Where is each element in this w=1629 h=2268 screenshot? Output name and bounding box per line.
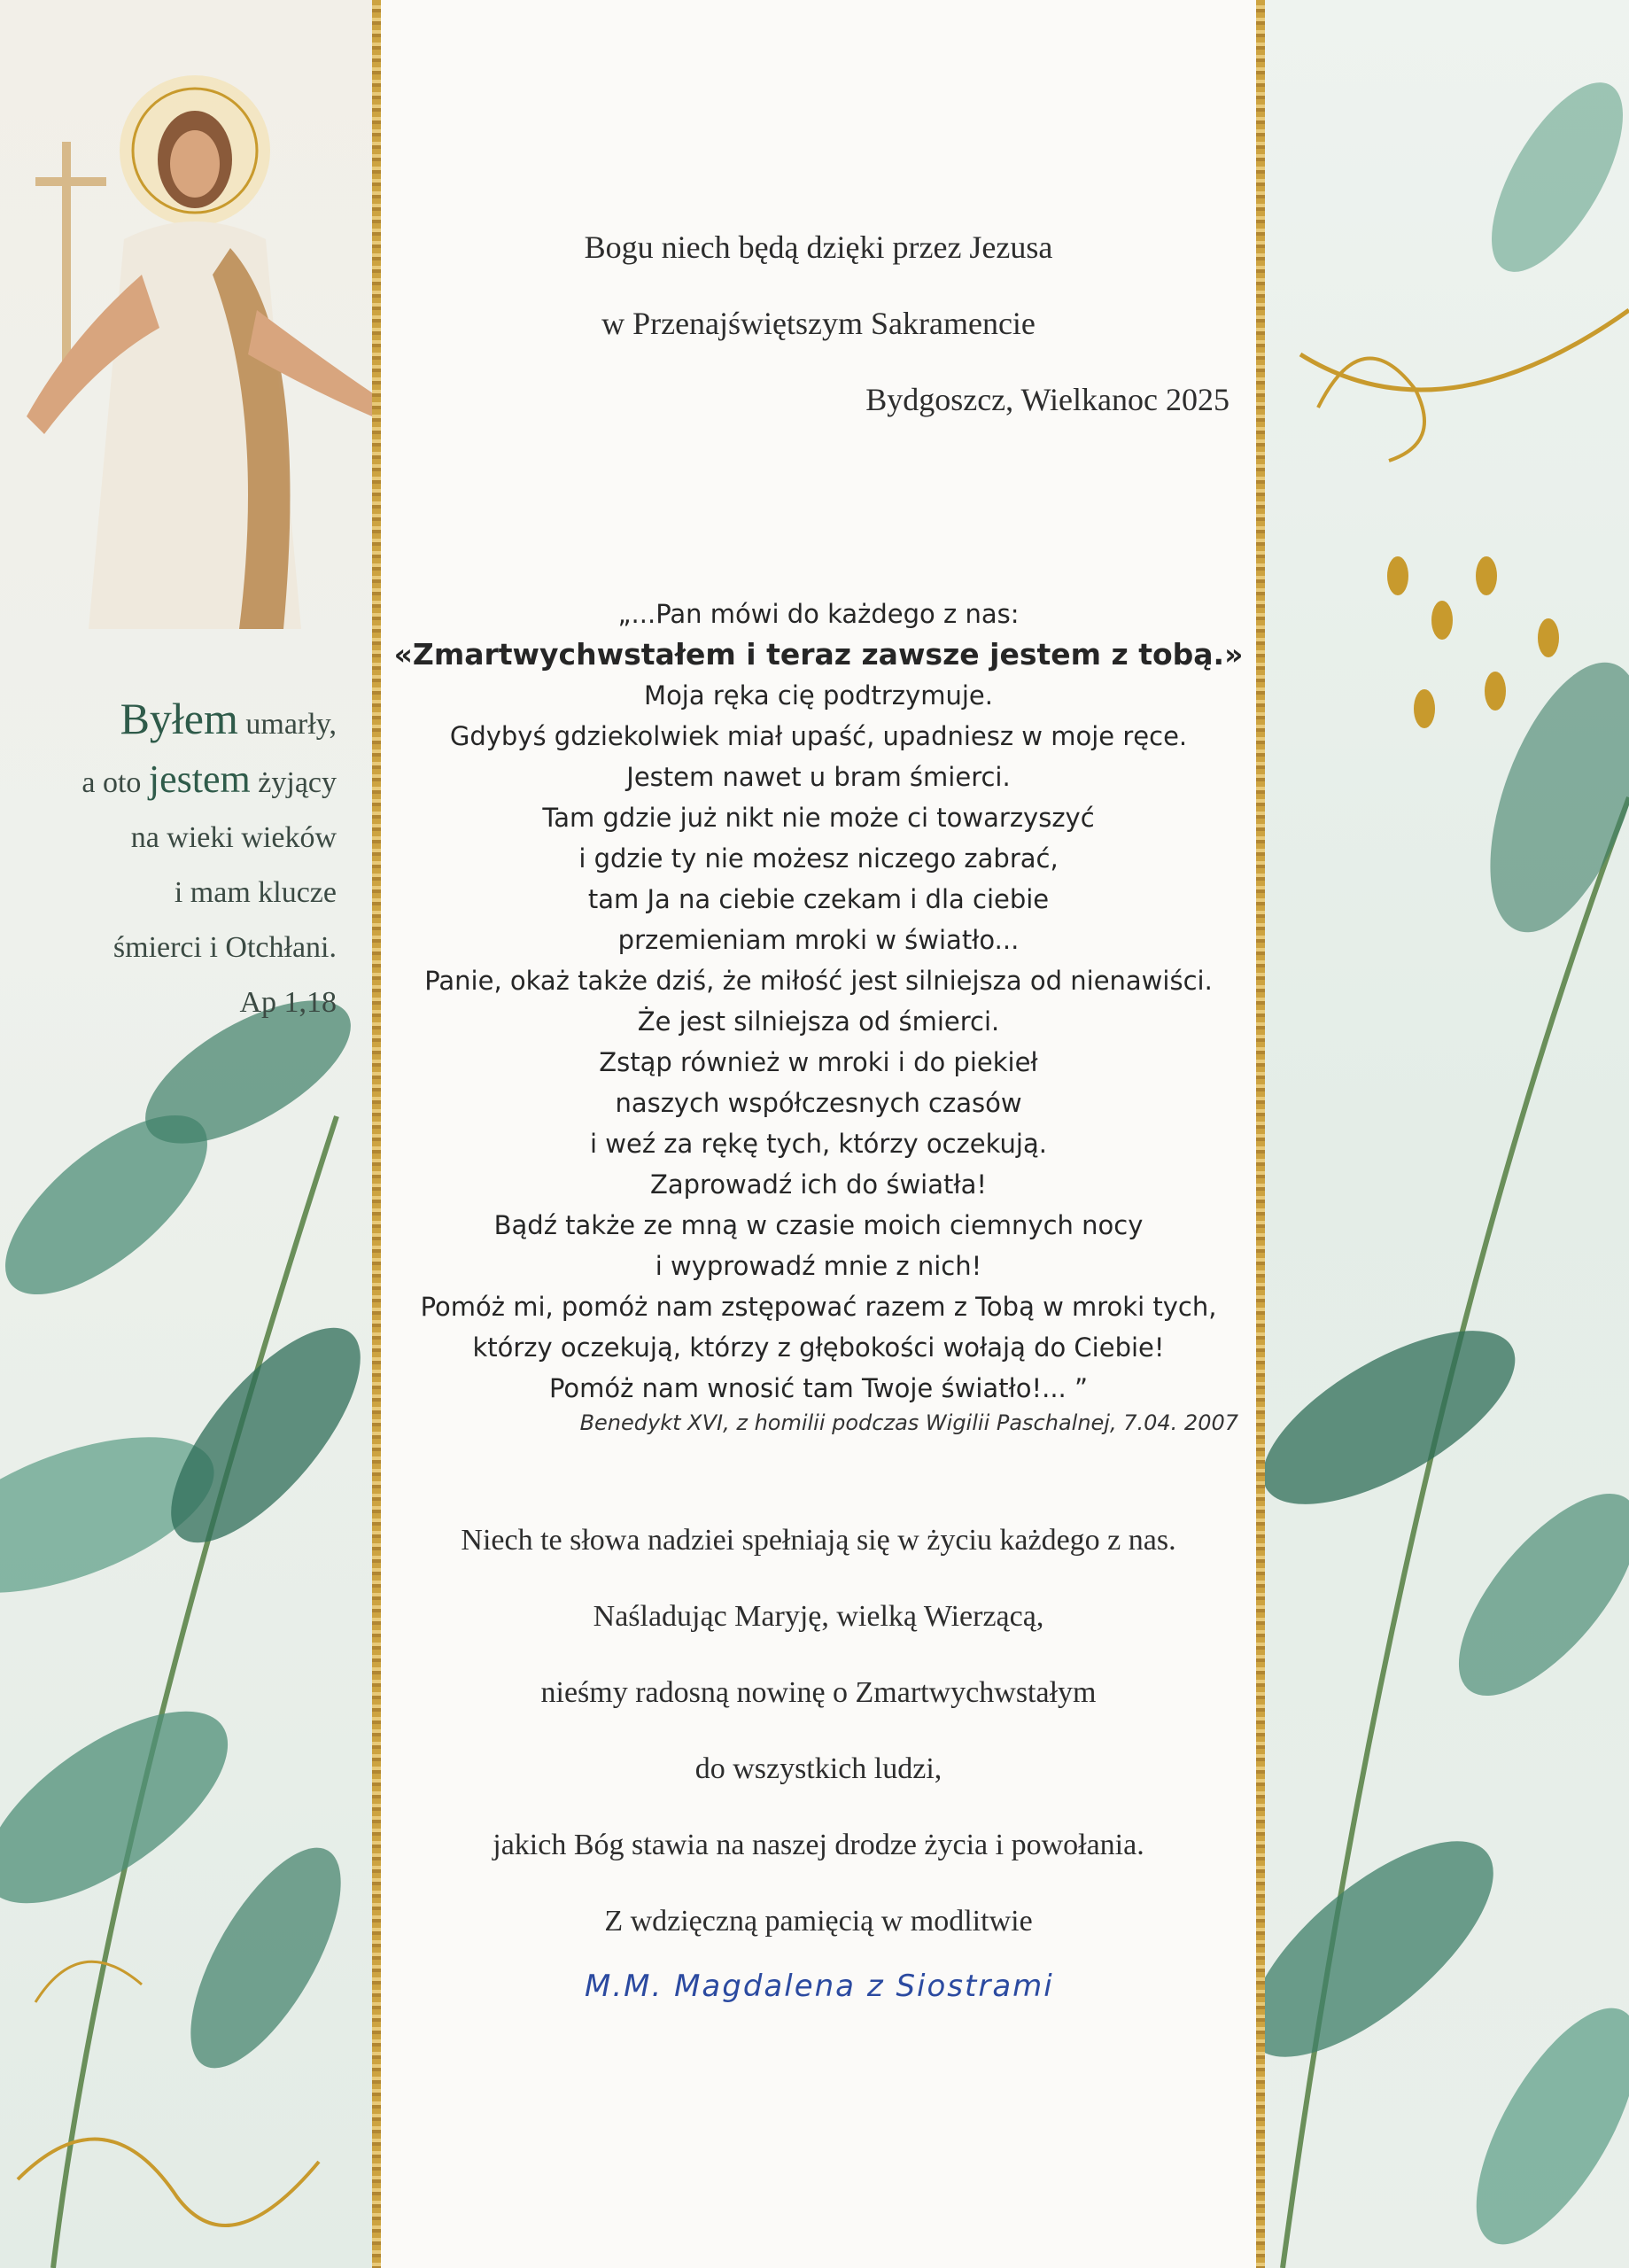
bible-quote bbox=[18, 691, 337, 1030]
closing-line-6: Z wdzięczną pamięcią w modlitwie bbox=[604, 1905, 1033, 1938]
closing-line-4: do wszystkich ludzi, bbox=[694, 1752, 942, 1785]
poem-line: i gdzie ty nie możesz niczego zabrać, bbox=[578, 843, 1059, 874]
poem-line: Pomóż nam wnosić tam Twoje światło!... ” bbox=[548, 1373, 1089, 1403]
quote-attribution: Benedykt XVI, z homilii podczas Wigilii Paschalnej, 7.04. 2007 bbox=[579, 1410, 1238, 1435]
quote-reference: Ap 1,18 bbox=[239, 986, 337, 1019]
poem-line: Bądź także ze mną w czasie moich ciemnych nocy bbox=[493, 1210, 1144, 1240]
letter-sheet bbox=[381, 0, 1256, 2268]
poem-line: Pomóż mi, pomóż nam zstępować razem z Tobą w mroki tych, bbox=[420, 1292, 1217, 1322]
gold-border-left bbox=[372, 0, 381, 2268]
place-date: Bydgoszcz, Wielkanoc 2025 bbox=[865, 382, 1230, 417]
jesus-illustration bbox=[18, 44, 372, 664]
poem-line: Że jest silniejsza od śmierci. bbox=[637, 1006, 1000, 1037]
poem-line: Zstąp również w mroki i do piekieł bbox=[599, 1047, 1038, 1077]
left-decorative-panel bbox=[0, 0, 372, 2268]
closing-line-5: jakich Bóg stawia na naszej drodze życia i powołania. bbox=[493, 1829, 1144, 1861]
poem-line: naszych współczesnych czasów bbox=[615, 1088, 1022, 1118]
poem-line: Gdybyś gdziekolwiek miał upaść, upadniesz w moje ręce. bbox=[449, 721, 1188, 751]
signature: M.M. Magdalena z Siostrami bbox=[585, 1969, 1054, 2004]
quote-line-1: Byłem umarły, bbox=[120, 694, 337, 743]
poem-line: Moja ręka cię podtrzymuje. bbox=[644, 680, 993, 711]
leaf-decoration-left bbox=[0, 939, 372, 2268]
poem-line: Jestem nawet u bram śmierci. bbox=[626, 762, 1011, 792]
gold-border-right bbox=[1256, 0, 1265, 2268]
heading-line-1: Bogu niech będą dzięki przez Jezusa bbox=[584, 229, 1053, 265]
poem-line: i wyprowadź mnie z nich! bbox=[655, 1251, 982, 1281]
poem-intro: „...Pan mówi do każdego z nas: bbox=[617, 599, 1020, 629]
quote-line-5: śmierci i Otchłani. bbox=[112, 931, 337, 964]
poem-line: którzy oczekują, którzy z głębokości wołają do Ciebie! bbox=[472, 1332, 1165, 1363]
quote-line-3: na wieki wieków bbox=[130, 821, 337, 854]
poem-line: i weź za rękę tych, którzy oczekują. bbox=[590, 1129, 1047, 1159]
poem-line: przemieniam mroki w światło... bbox=[617, 925, 1020, 955]
poem bbox=[381, 594, 1256, 1409]
poem-line: tam Ja na ciebie czekam i dla ciebie bbox=[587, 884, 1050, 914]
closing-line-3: nieśmy radosną nowinę o Zmartwychwstałym bbox=[540, 1676, 1097, 1709]
heading-line-2: w Przenajświętszym Sakramencie bbox=[601, 306, 1036, 341]
closing-line-1: Niech te słowa nadziei spełniają się w życiu każdego z nas. bbox=[461, 1524, 1176, 1557]
poem-line: Tam gdzie już nikt nie może ci towarzyszyć bbox=[542, 803, 1095, 833]
right-decorative-panel bbox=[1265, 0, 1629, 2268]
closing-line-2: Naśladując Maryję, wielką Wierzącą, bbox=[593, 1600, 1044, 1633]
leaf-decoration-right bbox=[1265, 0, 1629, 2268]
quote-line-4: i mam klucze bbox=[174, 876, 337, 909]
quote-line-2: a oto jestem żyjący bbox=[81, 757, 337, 801]
poem-line: Zaprowadź ich do światła! bbox=[649, 1169, 988, 1200]
poem-strong-line: «Zmartwychwstałem i teraz zawsze jestem z tobą.» bbox=[393, 637, 1244, 672]
poem-line: Panie, okaż także dziś, że miłość jest silniejsza od nienawiści. bbox=[424, 966, 1213, 996]
